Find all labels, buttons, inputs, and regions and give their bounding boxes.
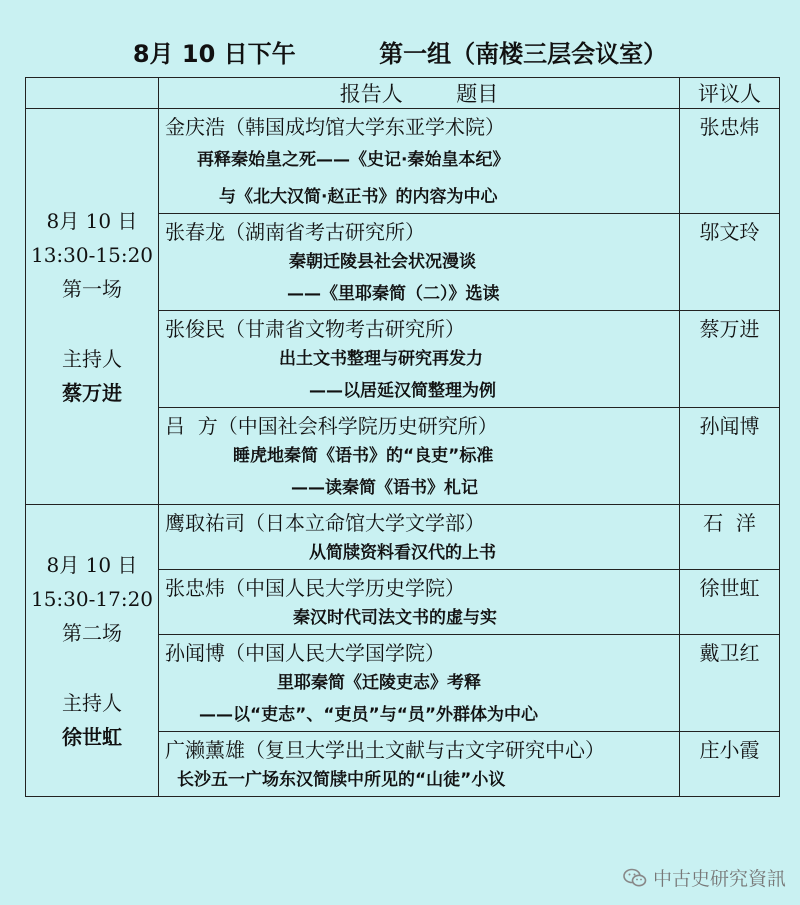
talk-cell (159, 109, 680, 214)
wechat-icon (623, 868, 647, 888)
speaker: 张忠炜（中国人民大学历史学院） (165, 576, 465, 600)
topic-line: 再释秦始皇之死——《史记·秦始皇本纪》 (197, 150, 510, 170)
schedule-table (25, 77, 780, 797)
watermark-text: 中古史研究資訊 (652, 868, 786, 890)
topic-line: ——以“吏志”、“吏员”与“员”外群体为中心 (199, 705, 539, 725)
commentator: 邬文玲 (680, 214, 780, 311)
table-row (26, 505, 780, 570)
talk-cell (159, 732, 680, 797)
blank-header-cell (26, 78, 159, 109)
commentator: 石 洋 (680, 505, 780, 570)
speaker: 吕 方（中国社会科学院历史研究所） (165, 414, 498, 438)
commentator: 戴卫红 (680, 635, 780, 732)
speaker: 鹰取祐司（日本立命馆大学文学部） (165, 511, 485, 535)
session-time: 13:30-15:20 (30, 242, 154, 267)
commentator: 蔡万进 (680, 311, 780, 408)
topic-line: ——读秦简《语书》札记 (291, 478, 478, 498)
talk-cell (159, 214, 680, 311)
speaker-topic-header: 报告人 题目 (159, 78, 680, 109)
topic-line: 长沙五一广场东汉简牍中所见的“山徒”小议 (177, 770, 506, 790)
topic-line: 秦汉时代司法文书的虚与实 (293, 608, 497, 628)
commentator: 徐世虹 (680, 570, 780, 635)
commentator: 张忠炜 (680, 109, 780, 214)
session-date: 8月 10 日 (46, 208, 138, 233)
talk-cell (159, 408, 680, 505)
speaker: 张俊民（甘肃省文物考古研究所） (165, 317, 465, 341)
host-name: 蔡万进 (62, 380, 122, 405)
topic-line: 秦朝迁陵县社会状况漫谈 (289, 252, 476, 272)
commentator: 孙闻博 (680, 408, 780, 505)
session-cell (26, 109, 159, 505)
host-label: 主持人 (62, 346, 122, 371)
speaker: 金庆浩（韩国成均馆大学东亚学术院） (165, 115, 505, 139)
watermark (623, 864, 786, 891)
topic-line: 从简牍资料看汉代的上书 (309, 543, 496, 563)
topic-line: 睡虎地秦简《语书》的“良吏”标准 (233, 446, 494, 466)
speaker: 孙闻博（中国人民大学国学院） (165, 641, 445, 665)
session-date: 8月 10 日 (46, 552, 138, 577)
table-header-row (26, 78, 780, 109)
talk-cell (159, 570, 680, 635)
talk-cell (159, 311, 680, 408)
host-name: 徐世虹 (62, 724, 122, 749)
commentator-header: 评议人 (680, 78, 780, 109)
session-name: 第二场 (62, 620, 122, 645)
host-label: 主持人 (62, 690, 122, 715)
talk-cell (159, 505, 680, 570)
session-name: 第一场 (62, 276, 122, 301)
commentator: 庄小霞 (680, 732, 780, 797)
session-time: 15:30-17:20 (30, 586, 154, 611)
speaker: 广濑薰雄（复旦大学出土文献与古文字研究中心） (165, 738, 605, 762)
page-title: 8月 10 日下午 第一组（南楼三层会议室） (132, 40, 668, 68)
speaker: 张春龙（湖南省考古研究所） (165, 220, 425, 244)
session-cell (26, 505, 159, 797)
topic-line: ——《里耶秦简（二）》选读 (287, 284, 500, 304)
topic-line: 出土文书整理与研究再发力 (279, 349, 483, 369)
topic-line: 里耶秦简《迁陵吏志》考释 (277, 673, 481, 693)
topic-line: ——以居延汉简整理为例 (309, 381, 496, 401)
talk-cell (159, 635, 680, 732)
topic-line: 与《北大汉简·赵正书》的内容为中心 (219, 187, 498, 207)
table-row (26, 109, 780, 214)
